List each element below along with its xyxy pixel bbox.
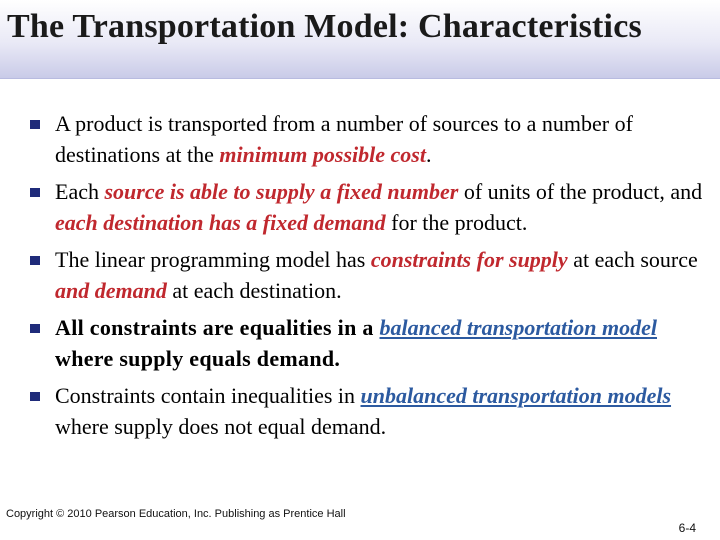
square-bullet-icon (30, 256, 40, 265)
square-bullet-icon (30, 392, 40, 401)
bullet-text-segment: . (425, 142, 432, 167)
emphasis-text: source is able to supply a fixed number (104, 179, 459, 204)
copyright-footer: Copyright © 2010 Pearson Education, Inc. Publishing as Prentice Hall (6, 508, 346, 520)
bullet-text-segment: at each destination. (166, 278, 342, 303)
square-bullet-icon (30, 120, 40, 129)
title-bar (0, 0, 720, 79)
emphasis-text: minimum possible cost (219, 142, 426, 167)
square-bullet-icon (30, 188, 40, 197)
emphasis-text: and demand (55, 278, 167, 303)
bullet-text-segment: All constraints are equalities in a (55, 315, 380, 340)
bullet-text-5 (55, 380, 715, 442)
bullet-text-2 (55, 176, 715, 238)
slide-title: The Transportation Model: Characteristics (7, 8, 642, 45)
bullet-text-segment: where supply does not equal demand. (55, 414, 387, 439)
page-number: 6-4 (678, 521, 696, 535)
bullet-text-3 (55, 244, 715, 306)
bullet-text-segment: where supply equals demand. (55, 346, 341, 371)
emphasis-text: constraints for supply (370, 247, 568, 272)
bullet-text-segment: The linear programming model has (55, 247, 371, 272)
term-link[interactable]: balanced transportation model (379, 315, 657, 340)
term-link[interactable]: unbalanced transportation models (360, 383, 672, 408)
bullet-text-segment: at each source (567, 247, 698, 272)
bullet-text-segment: of units of the product, and (458, 179, 703, 204)
bullet-text-segment: A product is transported from a number of sources to a number of destinations at the (55, 111, 633, 167)
bullet-text-segment: Each (55, 179, 105, 204)
bullet-text-1 (55, 108, 715, 170)
bullet-text-segment: for the product. (385, 210, 528, 235)
square-bullet-icon (30, 324, 40, 333)
emphasis-text: each destination has a fixed demand (55, 210, 386, 235)
bullet-text-4 (55, 312, 715, 374)
bullet-text-segment: Constraints contain inequalities in (55, 383, 361, 408)
